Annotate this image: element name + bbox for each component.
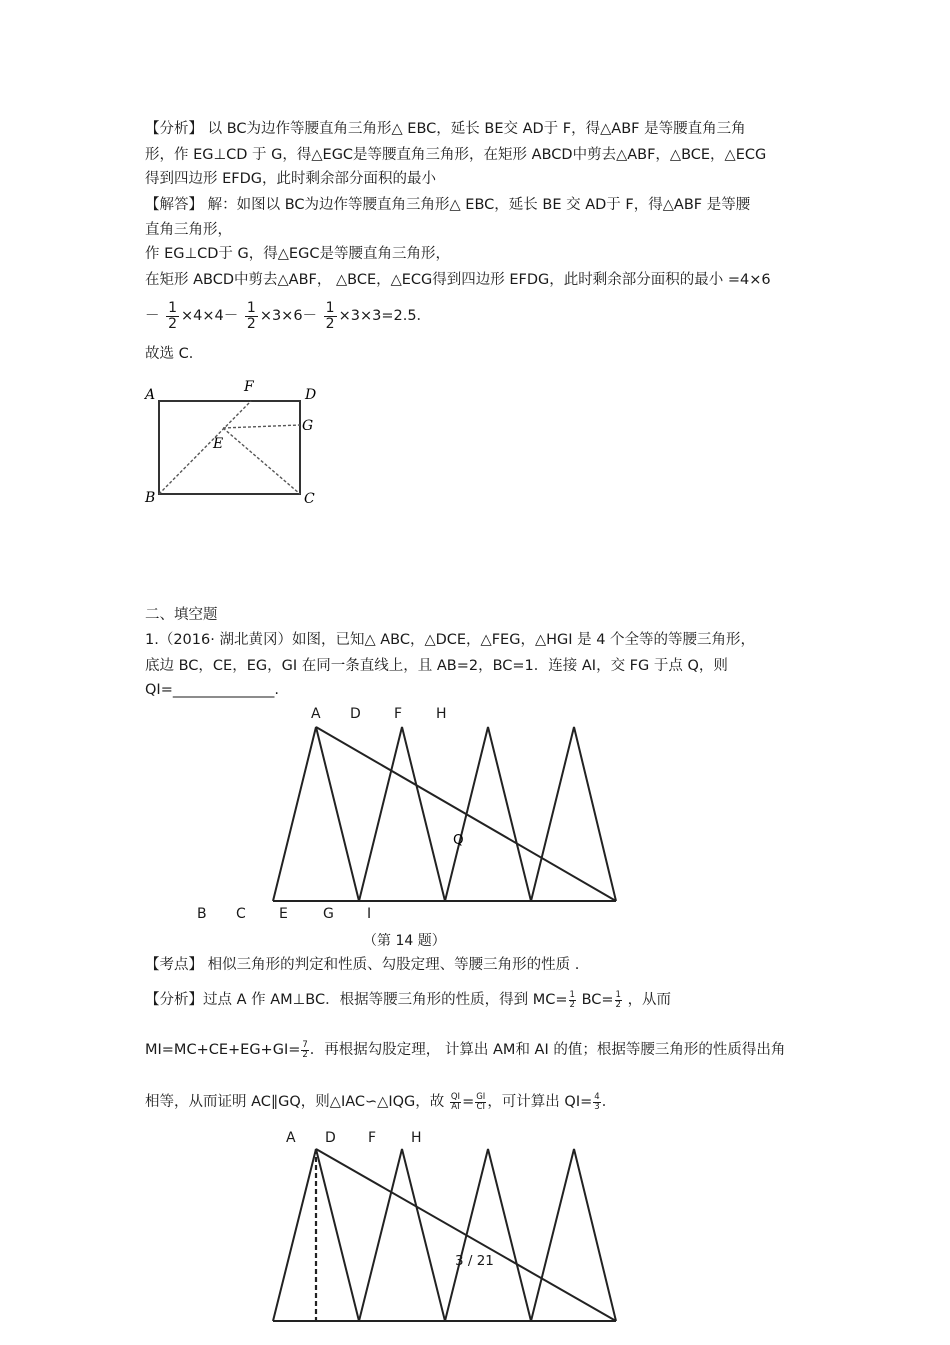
analysis2-line-3: 相等，从而证明 AC∥GQ，则△IAC∽△IQG，故 $\frac{QI}{AI}$ = $\frac{GI}{CI}$ ，可计算出 QI= $\frac{4}{3}$ ．	[145, 1091, 617, 1112]
answer-line: 故选 C．	[145, 346, 204, 362]
line-ai	[316, 727, 616, 901]
fraction-half: $\frac{1}{2}$	[246, 299, 256, 332]
triangles-outline	[273, 1149, 616, 1321]
rectangle-figure	[140, 372, 330, 504]
fraction-half-small: $\frac{1}{2}$	[615, 989, 621, 1010]
triangles-figure-altitude	[265, 1143, 625, 1333]
fig3-label-d: D	[325, 1130, 336, 1146]
label-a: A	[145, 387, 156, 403]
fraction-gi-ci: $\frac{GI}{CI}$	[476, 1091, 486, 1112]
label-q: Q	[453, 832, 464, 848]
fig3-label-a: A	[286, 1130, 296, 1146]
line-be	[159, 401, 251, 494]
label-b: B	[145, 490, 156, 504]
rectangle-abcd	[159, 401, 300, 494]
fig2-label-g: G	[323, 906, 334, 922]
solution-line-2: 直角三角形，	[145, 222, 232, 238]
fig2-label-d: D	[350, 706, 361, 722]
fig3-label-h: H	[411, 1130, 422, 1146]
fig3-label-f: F	[368, 1130, 377, 1146]
fraction-half-small: $\frac{1}{2}$	[569, 989, 575, 1010]
question-line-1: 1.（2016· 湖北黄冈）如图，已知△ ABC，△DCE，△FEG，△HGI 是 4 个全等的等腰三角形，	[145, 632, 756, 648]
solution-line-1: 【解答】 解：如图以 BC为边作等腰直角三角形△ EBC，延长 BE 交 AD于 F，得△ABF 是等腰	[145, 197, 751, 213]
triangles-figure	[265, 720, 625, 910]
analysis2-line-1: 【分析】过点 A 作 AM⊥BC．根据等腰三角形的性质，得到 MC= $\frac{1}{2}$ BC= $\frac{1}{2}$ ，从而	[145, 989, 672, 1010]
label-g: G	[302, 418, 314, 434]
fig2-label-i: I	[367, 906, 372, 922]
fig2-label-a: A	[311, 706, 321, 722]
section-title: 二、填空题	[145, 607, 218, 623]
fraction-seven-halves: $\frac{7}{2}$	[302, 1039, 308, 1060]
fraction-four-thirds: $\frac{4}{3}$	[594, 1091, 600, 1112]
line-ai	[316, 1149, 616, 1321]
line-eg	[223, 425, 300, 428]
triangles-outline	[273, 727, 616, 901]
fig2-label-f: F	[394, 706, 403, 722]
label-f: F	[244, 379, 254, 395]
analysis-line-2: 形，作 EG⊥CD 于 G，得△EGC是等腰直角三角形，在矩形 ABCD中剪去△ABF，△BCE，△ECG	[145, 147, 767, 163]
fraction-half: $\frac{1}{2}$	[168, 299, 178, 332]
fraction-qi-ai: $\frac{QI}{AI}$	[450, 1091, 461, 1112]
solution-line-3: 作 EG⊥CD于 G，得△EGC是等腰直角三角形，	[145, 246, 450, 262]
analysis-line-3: 得到四边形 EFDG，此时剩余部分面积的最小	[145, 171, 437, 187]
kaodian-line: 【考点】 相似三角形的判定和性质、勾股定理、等腰三角形的性质 .	[145, 957, 580, 973]
fig2-label-h: H	[436, 706, 447, 722]
question-line-2: 底边 BC，CE，EG，GI 在同一条直线上，且 AB=2，BC=1．连接 AI，交 FG 于点 Q，则	[145, 658, 728, 674]
label-d: D	[305, 387, 317, 403]
fraction-half: $\frac{1}{2}$	[325, 299, 335, 332]
fig2-label-c: C	[236, 906, 246, 922]
label-c: C	[304, 491, 315, 504]
analysis2-line-2: MI=MC+CE+EG+GI= $\frac{7}{2}$ ．再根据勾股定理， 计算出 AM和 AI 的值；根据等腰三角形的性质得出角	[145, 1039, 786, 1060]
analysis-line-1: 【分析】 以 BC为边作等腰直角三角形△ EBC，延长 BE交 AD于 F，得△ABF 是等腰直角三角	[145, 121, 746, 137]
solution-formula: － $\frac{1}{2}$ ×4×4－ $\frac{1}{2}$ ×3×6－ $\frac{1}{2}$ ×3×3=2.5．	[145, 299, 432, 332]
solution-line-4: 在矩形 ABCD中剪去△ABF， △BCE，△ECG得到四边形 EFDG，此时剩余部分面积的最小 =4×6	[145, 272, 771, 288]
figure-caption: （第 14 题）	[363, 933, 446, 949]
fig2-label-e: E	[279, 906, 288, 922]
page-number: 3 / 21	[455, 1253, 494, 1269]
fig2-label-b: B	[197, 906, 207, 922]
label-e: E	[213, 436, 224, 452]
question-line-3: QI=______________.	[145, 682, 279, 698]
line-ec	[223, 428, 300, 494]
